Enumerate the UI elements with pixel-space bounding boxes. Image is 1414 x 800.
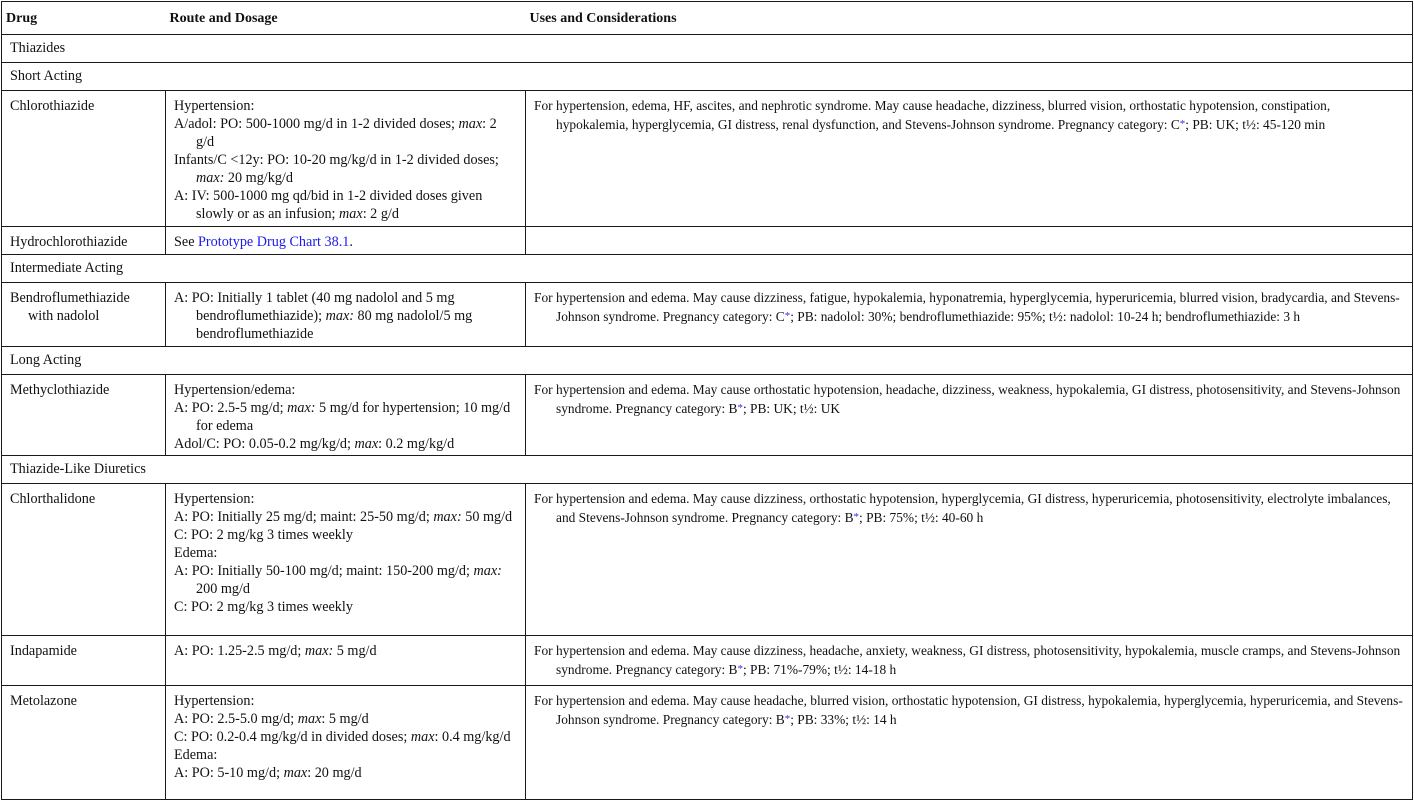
dosage-text: A: PO: 1.25-2.5 mg/d; <box>174 643 305 659</box>
drug-name: Chlorothiazide <box>10 98 95 114</box>
pregnancy-category-footnote-link[interactable]: * <box>784 310 791 322</box>
drug-row <box>2 686 1413 800</box>
route-dosage-cell <box>166 484 526 636</box>
dosage-line <box>174 289 517 343</box>
dosage-line <box>174 97 517 115</box>
dosage-max-label: max: <box>287 400 316 416</box>
dosage-max-label: max <box>283 765 308 781</box>
drug-row <box>2 636 1413 686</box>
dosage-text: C: PO: 2 mg/kg 3 times weekly <box>174 527 353 543</box>
uses-text <box>534 289 1404 326</box>
dosage-text: Edema: <box>174 747 218 763</box>
uses-text <box>534 97 1404 134</box>
dosage-text: Hypertension: <box>174 98 255 114</box>
pregnancy-category-footnote-link[interactable]: * <box>737 663 743 675</box>
dosage-text: Hypertension/edema: <box>174 382 296 398</box>
dosage-line <box>174 562 517 598</box>
uses-description: For hypertension and edema. May cause dizziness, headache, anxiety, weakness, GI distress, photosensitivity, hypokalemia, muscle cramps, and Stevens-Johnson syndrome. Pregnancy category: B <box>534 643 1401 677</box>
dosage-max-label: max: <box>433 509 462 525</box>
dosage-max-label: max: <box>196 170 225 186</box>
dosage-max-label: max: <box>304 643 334 659</box>
dosage-text: A: PO: Initially 25 mg/d; maint: 25-50 mg/d; <box>174 509 434 525</box>
pharmacokinetics-text: ; PB: UK; t½: 45-120 min <box>1185 117 1326 132</box>
section-row <box>2 63 1413 91</box>
uses-considerations-cell <box>526 636 1413 686</box>
uses-considerations-cell <box>526 91 1413 227</box>
header-uses-considerations: Uses and Considerations <box>526 2 1413 35</box>
dosage-text: Infants/C <12y: PO: 10-20 mg/kg/d in 1-2 divided doses; <box>174 152 499 168</box>
dosage-text: A: IV: 500-1000 mg qd/bid in 1-2 divided doses given slowly or as an infusion; <box>174 188 483 222</box>
route-dosage-cell <box>166 375 526 456</box>
pharmacokinetics-text: ; PB: UK; t½: UK <box>742 401 841 416</box>
pharmacokinetics-text: ; PB: 75%; t½: 40-60 h <box>859 510 984 525</box>
dosage-text: . <box>349 234 353 250</box>
header-row <box>2 2 1413 35</box>
pregnancy-category-footnote-link[interactable]: * <box>784 713 791 725</box>
dosage-text: : 0.4 mg/kg/d <box>434 729 511 745</box>
drug-name-cell <box>2 283 166 347</box>
uses-considerations-cell <box>526 686 1413 800</box>
dosage-max-label: max <box>354 436 379 452</box>
dosage-line <box>174 642 517 660</box>
uses-description: For hypertension, edema, HF, ascites, and nephrotic syndrome. May cause headache, dizziness, blurred vision, orthostatic hypotension, constipation, hypokalemia, hyperglycemia, GI distress, renal dysfunction, and Stevens-Johnson syndrome. Pregnancy category: C <box>534 98 1331 132</box>
pharmacokinetics-text: ; PB: 33%; t½: 14 h <box>790 712 897 727</box>
dosage-line <box>174 381 517 399</box>
route-dosage-cell <box>166 283 526 347</box>
drug-name-cell <box>2 91 166 227</box>
section-label: Thiazides <box>2 35 1413 63</box>
drug-name: Hydrochlorothiazide <box>10 234 128 250</box>
drug-row <box>2 283 1413 347</box>
uses-description: For hypertension and edema. May cause headache, blurred vision, orthostatic hypotension, GI distress, hypokalemia, hyperglycemia, hyperuricemia, and Stevens-Johnson syndrome. Pregnancy category: B <box>534 693 1403 727</box>
route-dosage-cell <box>166 636 526 686</box>
uses-considerations-cell <box>526 484 1413 636</box>
header-drug: Drug <box>2 2 166 35</box>
header-route-dosage: Route and Dosage <box>166 2 526 35</box>
dosage-text: A: PO: 5-10 mg/d; <box>174 765 284 781</box>
drug-name: Metolazone <box>10 693 77 709</box>
uses-description: For hypertension and edema. May cause dizziness, fatigue, hypokalemia, hyponatremia, hyperglycemia, hyperuricemia, blurred vision, bradycardia, and Stevens-Johnson syndrome. Pregnancy category: C <box>534 290 1400 324</box>
prototype-drug-chart-link[interactable]: Prototype Drug Chart 38.1 <box>198 234 350 250</box>
dosage-text: A: PO: Initially 1 tablet (40 mg nadolol and 5 mg bendroflumethiazide); <box>174 290 455 324</box>
dosage-text: Edema: <box>174 545 218 561</box>
section-label: Thiazide-Like Diuretics <box>2 456 1413 484</box>
dosage-line <box>174 490 517 508</box>
drug-name: Indapamide <box>10 643 77 659</box>
drug-row <box>2 375 1413 456</box>
dosage-text: : 0.2 mg/kg/d <box>378 436 455 452</box>
drug-row <box>2 484 1413 636</box>
dosage-line <box>174 187 517 223</box>
dosage-line <box>174 598 517 616</box>
uses-text <box>534 381 1404 418</box>
section-row <box>2 347 1413 375</box>
section-row <box>2 255 1413 283</box>
dosage-text: : 2 g/d <box>362 206 399 222</box>
section-label: Short Acting <box>2 63 1413 91</box>
dosage-line <box>174 151 517 187</box>
dosage-text: Hypertension: <box>174 693 255 709</box>
dosage-line <box>174 764 517 782</box>
drug-row <box>2 91 1413 227</box>
uses-considerations-cell <box>526 227 1413 255</box>
dosage-line <box>174 746 517 764</box>
uses-description: For hypertension and edema. May cause orthostatic hypotension, headache, dizziness, weakness, hypokalemia, GI distress, photosensitivity, and Stevens-Johnson syndrome. Pregnancy category: B <box>534 382 1401 416</box>
drug-name-cell <box>2 375 166 456</box>
drug-name-cell <box>2 227 166 255</box>
pharmacokinetics-text: ; PB: nadolol: 30%; bendroflumethiazide: 95%; t½: nadolol: 10-24 h; bendroflumethiazide: 3 h <box>790 309 1301 324</box>
dosage-line <box>174 115 517 151</box>
dosage-text: C: PO: 2 mg/kg 3 times weekly <box>174 599 353 615</box>
dosage-line <box>174 508 517 526</box>
dosage-line <box>174 544 517 562</box>
dosage-text: A: PO: Initially 50-100 mg/d; maint: 150-200 mg/d; <box>174 563 474 579</box>
section-label: Long Acting <box>2 347 1413 375</box>
uses-considerations-cell <box>526 375 1413 456</box>
route-dosage-cell <box>166 686 526 800</box>
dosage-text: 200 mg/d <box>196 581 250 597</box>
dosage-text: 20 mg/kg/d <box>224 170 293 186</box>
dosage-max-label: max: <box>325 308 354 324</box>
uses-text <box>534 490 1404 527</box>
dosage-line <box>174 526 517 544</box>
dosage-text: A: PO: 2.5-5.0 mg/d; <box>174 711 298 727</box>
route-dosage-cell <box>166 227 526 255</box>
dosage-line <box>174 399 517 435</box>
dosage-text: 5 mg/d <box>333 643 377 659</box>
uses-text <box>534 692 1404 729</box>
dosage-text: A: PO: 2.5-5 mg/d; <box>174 400 288 416</box>
drug-name-cell <box>2 484 166 636</box>
pregnancy-category-footnote-link[interactable]: * <box>1179 118 1186 130</box>
dosage-line <box>174 435 517 453</box>
dosage-max-label: max: <box>473 563 502 579</box>
drug-name-cell <box>2 686 166 800</box>
section-row <box>2 456 1413 484</box>
pregnancy-category-footnote-link[interactable]: * <box>737 402 743 414</box>
route-dosage-cell <box>166 91 526 227</box>
dosage-text: See <box>174 234 199 250</box>
drug-table <box>1 1 1413 800</box>
drug-name-cell <box>2 636 166 686</box>
dosage-line <box>174 233 517 251</box>
uses-text <box>534 642 1404 679</box>
drug-row <box>2 227 1413 255</box>
dosage-text: C: PO: 0.2-0.4 mg/kg/d in divided doses; <box>174 729 411 745</box>
pharmacokinetics-text: ; PB: 71%-79%; t½: 14-18 h <box>742 662 897 677</box>
dosage-max-label: max <box>410 729 435 745</box>
dosage-max-label: max <box>458 116 483 132</box>
dosage-text: : 5 mg/d <box>321 711 369 727</box>
dosage-line <box>174 710 517 728</box>
drug-name: Methyclothiazide <box>10 382 110 398</box>
drug-name: Chlorthalidone <box>10 491 96 507</box>
pregnancy-category-footnote-link[interactable]: * <box>853 511 860 523</box>
dosage-max-label: max <box>297 711 322 727</box>
dosage-line <box>174 728 517 746</box>
table-body <box>2 35 1413 800</box>
dosage-max-label: max <box>339 206 363 222</box>
dosage-text: 80 mg nadolol/5 mg bendroflumethiazide <box>196 308 473 342</box>
uses-considerations-cell <box>526 283 1413 347</box>
section-label: Intermediate Acting <box>2 255 1413 283</box>
dosage-text: 5 mg/d for hypertension; 10 mg/d for edema <box>196 400 511 434</box>
drug-name: Bendroflumethiazide with nadolol <box>10 290 130 324</box>
dosage-text: : 20 mg/d <box>307 765 362 781</box>
dosage-text: : 2 g/d <box>196 116 497 150</box>
dosage-text: 50 mg/d <box>461 509 513 525</box>
uses-description: For hypertension and edema. May cause dizziness, orthostatic hypotension, hyperglycemia, GI distress, hyperuricemia, photosensitivity, electrolyte imbalances, and Stevens-Johnson syndrome. Pregnancy category: B <box>534 491 1391 525</box>
dosage-line <box>174 692 517 710</box>
dosage-text: Hypertension: <box>174 491 255 507</box>
section-row <box>2 35 1413 63</box>
dosage-text: A/adol: PO: 500-1000 mg/d in 1-2 divided doses; <box>174 116 459 132</box>
dosage-text: Adol/C: PO: 0.05-0.2 mg/kg/d; <box>174 436 355 452</box>
